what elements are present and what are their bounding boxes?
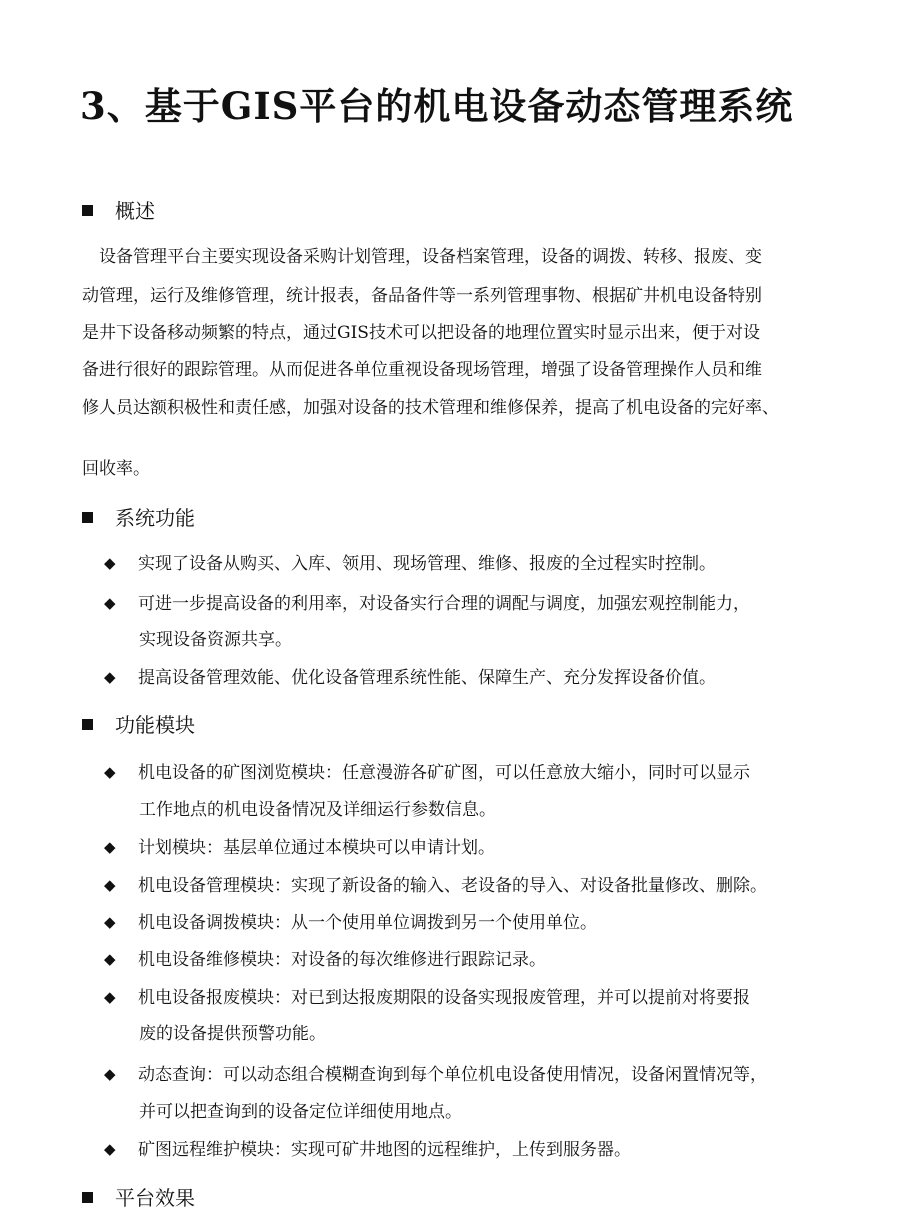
module-item-text: 计划模块：基层单位通过本模块可以申请计划。 — [138, 838, 495, 858]
function-item — [104, 551, 716, 577]
module-item — [104, 947, 546, 973]
function-item-text: 可进一步提高设备的利用率，对设备实行合理的调配与调度，加强宏观控制能力， — [138, 594, 750, 614]
black-diamond-icon: ◆ — [104, 594, 116, 612]
module-item — [104, 1137, 631, 1163]
module-item — [104, 873, 767, 899]
black-diamond-icon: ◆ — [104, 763, 116, 781]
section-heading-functions — [82, 504, 195, 532]
module-item — [104, 1062, 767, 1088]
black-diamond-icon: ◆ — [104, 913, 116, 931]
overview-line: 修人员达额积极性和责任感，加强对设备的技术管理和维修保养，提高了机电设备的完好率、 — [82, 398, 779, 418]
module-item-continuation: 工作地点的机电设备情况及详细运行参数信息。 — [139, 800, 496, 820]
module-item — [104, 835, 495, 861]
section-heading-modules — [82, 711, 195, 739]
module-item-continuation: 废的设备提供预警功能。 — [139, 1024, 326, 1044]
module-item — [104, 985, 750, 1011]
black-diamond-icon: ◆ — [104, 988, 116, 1006]
module-item-continuation: 并可以把查询到的设备定位详细使用地点。 — [139, 1102, 462, 1122]
module-item-text: 机电设备报废模块：对已到达报废期限的设备实现报废管理，并可以提前对将要报 — [138, 988, 750, 1008]
black-square-icon — [82, 205, 93, 216]
overview-line: 是井下设备移动频繁的特点，通过GIS技术可以把设备的地理位置实时显示出来，便于对设 — [82, 323, 760, 343]
overview-line: 动管理，运行及维修管理，统计报表，备品备件等一系列管理事物、根据矿井机电设备特别 — [82, 286, 762, 306]
module-item-text: 机电设备调拨模块：从一个使用单位调拨到另一个使用单位。 — [138, 913, 597, 933]
function-item — [104, 665, 716, 691]
black-square-icon — [82, 719, 93, 730]
function-item-text: 提高设备管理效能、优化设备管理系统性能、保障生产、充分发挥设备价值。 — [138, 668, 716, 688]
section-heading-label: 概述 — [115, 199, 155, 223]
module-item — [104, 910, 597, 936]
module-item-text: 机电设备维修模块：对设备的每次维修进行跟踪记录。 — [138, 950, 546, 970]
module-item-text: 矿图远程维护模块：实现可矿井地图的远程维护，上传到服务器。 — [138, 1140, 631, 1160]
black-diamond-icon: ◆ — [104, 950, 116, 968]
module-item-text: 机电设备的矿图浏览模块：任意漫游各矿矿图，可以任意放大缩小，同时可以显示 — [138, 763, 750, 783]
overview-line: 回收率。 — [82, 459, 150, 479]
section-heading-label: 平台效果 — [115, 1186, 195, 1210]
section-heading-label: 系统功能 — [115, 506, 195, 530]
module-item — [104, 760, 750, 786]
function-item — [104, 591, 750, 617]
black-diamond-icon: ◆ — [104, 1065, 116, 1083]
black-diamond-icon: ◆ — [104, 838, 116, 856]
overview-line: 设备管理平台主要实现设备采购计划管理，设备档案管理，设备的调拨、转移、报废、变 — [99, 247, 762, 267]
black-square-icon — [82, 512, 93, 523]
section-heading-label: 功能模块 — [115, 713, 195, 737]
module-item-text: 动态查询：可以动态组合模糊查询到每个单位机电设备使用情况，设备闲置情况等， — [138, 1065, 767, 1085]
page-title: 3、基于GIS平台的机电设备动态管理系统 — [80, 84, 794, 128]
black-diamond-icon: ◆ — [104, 876, 116, 894]
black-diamond-icon: ◆ — [104, 668, 116, 686]
section-heading-overview — [82, 197, 155, 225]
module-item-text: 机电设备管理模块：实现了新设备的输入、老设备的导入、对设备批量修改、删除。 — [138, 876, 767, 896]
section-heading-effect — [82, 1184, 195, 1212]
black-diamond-icon: ◆ — [104, 554, 116, 572]
function-item-continuation: 实现设备资源共享。 — [139, 630, 292, 650]
black-square-icon — [82, 1192, 93, 1203]
black-diamond-icon: ◆ — [104, 1140, 116, 1158]
function-item-text: 实现了设备从购买、入库、领用、现场管理、维修、报废的全过程实时控制。 — [138, 554, 716, 574]
overview-line: 备进行很好的跟踪管理。从而促进各单位重视设备现场管理，增强了设备管理操作人员和维 — [82, 360, 762, 380]
